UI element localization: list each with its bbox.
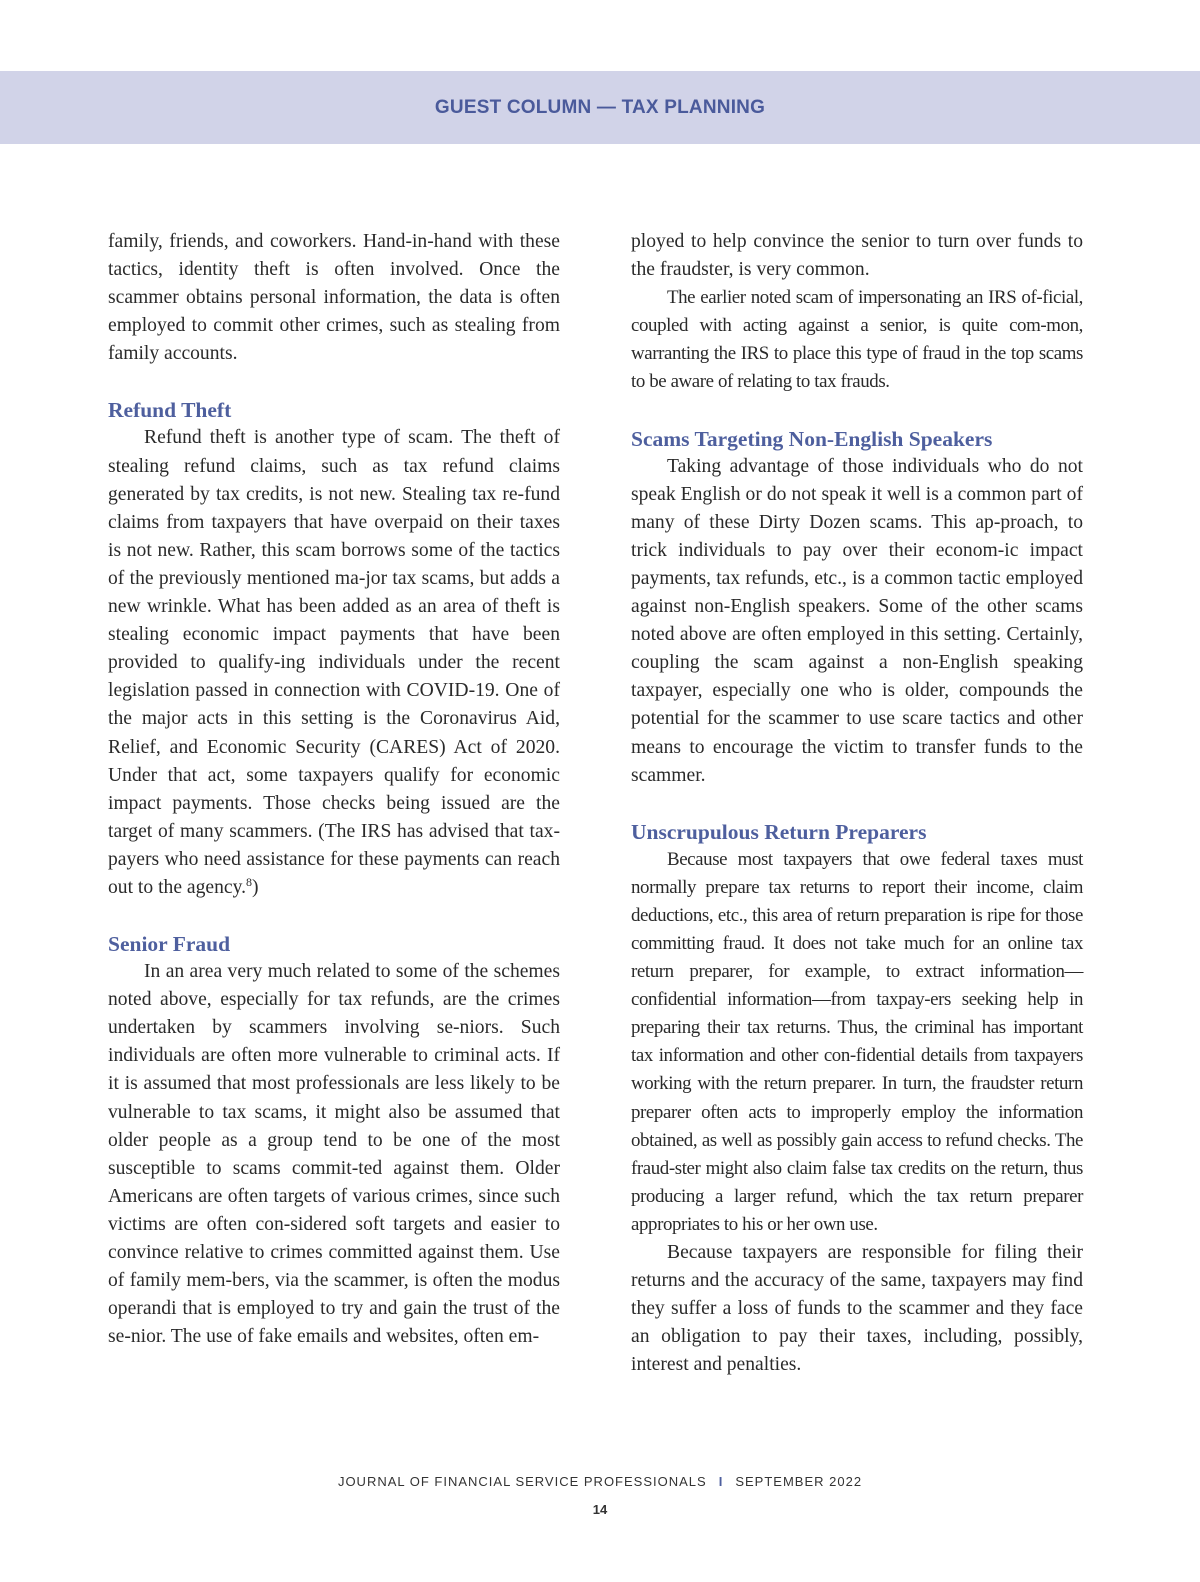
paragraph-senior-fraud: In an area very much related to some of the schemes noted above, especially for tax refunds, are the crimes undertaken by scammers involving se-niors. Such individuals are often more vulnerable to criminal acts. If it is assumed that most professionals are less likely to be vulnerable to tax scams, it might also be assumed that older people as a group tend to be one of the most susceptible to scams commit-ted against them. Older Americans are often targets of various crimes, since such victims are often con-sidered soft targets and easier to convince relative to crimes committed against them. Use of family mem-bers, via the scammer, is often the modus operandi that is employed to try and gain the trust of the se-nior. The use of fake emails and websites, often em-	[108, 961, 560, 1348]
paragraph-non-english-speakers: Taking advantage of those individuals who do not speak English or do not speak it well is a common part of many of these Dirty Dozen scams. This ap-proach, to trick individuals to pay over their econom-ic impact payments, tax refunds, etc., is a common tactic employed against non-English speakers. Some of the other scams noted above are often employed in this setting. Certainly, coupling the scam against a non-English speaking taxpayer, especially one who is older, compounds the potential for the scammer to use scare tactics and other means to encourage the victim to transfer funds to the scammer.	[631, 455, 1083, 786]
paragraph-continued: family, friends, and coworkers. Hand-in-hand with these tactics, identity theft is often involved. Once the scammer obtains personal information, the data is often employed to commit other crimes, such as stealing from family accounts.	[108, 231, 560, 365]
journal-name: JOURNAL OF FINANCIAL SERVICE PROFESSIONALS	[337, 1474, 707, 1489]
footer-journal-line	[0, 1474, 1200, 1489]
paragraph-irs-impersonation: The earlier noted scam of impersonating an IRS of-ficial, coupled with acting against a senior, is quite com-mon, warranting the IRS to place this type of fraud in the top scams to be aware of relating to tax frauds.	[631, 287, 1083, 393]
spacer	[108, 902, 560, 930]
heading-refund-theft: Refund Theft	[108, 398, 232, 423]
page-number: 14	[592, 1502, 608, 1517]
left-column	[108, 228, 560, 1351]
heading-senior-fraud: Senior Fraud	[108, 932, 231, 957]
spacer	[631, 790, 1083, 818]
paragraph-taxpayer-responsibility: Because taxpayers are responsible for filing their returns and the accuracy of the same, taxpayers may find they suffer a loss of funds to the scammer and they face an obligation to pay their taxes, including, possibly, interest and penalties.	[631, 1242, 1083, 1376]
heading-return-preparers: Unscrupulous Return Preparers	[631, 819, 927, 844]
footer-separator: I	[718, 1474, 724, 1489]
paragraph-refund-theft	[108, 424, 560, 902]
paragraph-continued-senior: ployed to help convince the senior to turn over funds to the fraudster, is very common.	[631, 231, 1083, 281]
footnote-marker: 8	[246, 874, 253, 889]
spacer	[631, 397, 1083, 425]
section-title: GUEST COLUMN — TAX PLANNING	[434, 96, 766, 118]
issue-date: SEPTEMBER 2022	[735, 1474, 863, 1489]
right-column	[631, 228, 1083, 1379]
heading-non-english-speakers: Scams Targeting Non-English Speakers	[631, 426, 993, 451]
paragraph-refund-theft-text: Refund theft is another type of scam. The theft of stealing refund claims, such as tax refund claims generated by tax credits, is not new. Stealing tax re-fund claims from taxpayers that have overpaid on their taxes is not new. Rather, this scam borrows some of the tactics of the previously mentioned ma-jor tax scams, but adds a new wrinkle. What has been added as an area of theft is stealing economic impact payments that have been provided to qualify-ing individuals under the recent legislation passed in connection with COVID-19. One of the major acts in this setting is the Coronavirus Aid, Relief, and Economic Security (CARES) Act of 2020. Under that act, some taxpayers qualify for economic impact payments. Those checks being issued are the target of many scammers. (The IRS has advised that tax-payers who need assistance for these payments can reach out to the agency.	[108, 427, 560, 898]
section-header-band	[0, 71, 1200, 144]
spacer	[108, 368, 560, 396]
paragraph-return-preparers: Because most taxpayers that owe federal taxes must normally prepare tax returns to report their income, claim deductions, etc., this area of return preparation is ripe for those committing fraud. It does not take much for an online tax return preparer, for example, to extract information—confidential information—from taxpay-ers seeking help in preparing their tax returns. Thus, the criminal has important tax information and other con-fidential details from taxpayers working with the return preparer. In turn, the fraudster return preparer often acts to improperly employ the information obtained, as well as possibly gain access to refund checks. The fraud-ster might also claim false tax credits on the return, thus producing a larger refund, which the tax return preparer appropriates to his or her own use.	[631, 848, 1083, 1235]
paragraph-refund-theft-end: )	[252, 876, 259, 898]
